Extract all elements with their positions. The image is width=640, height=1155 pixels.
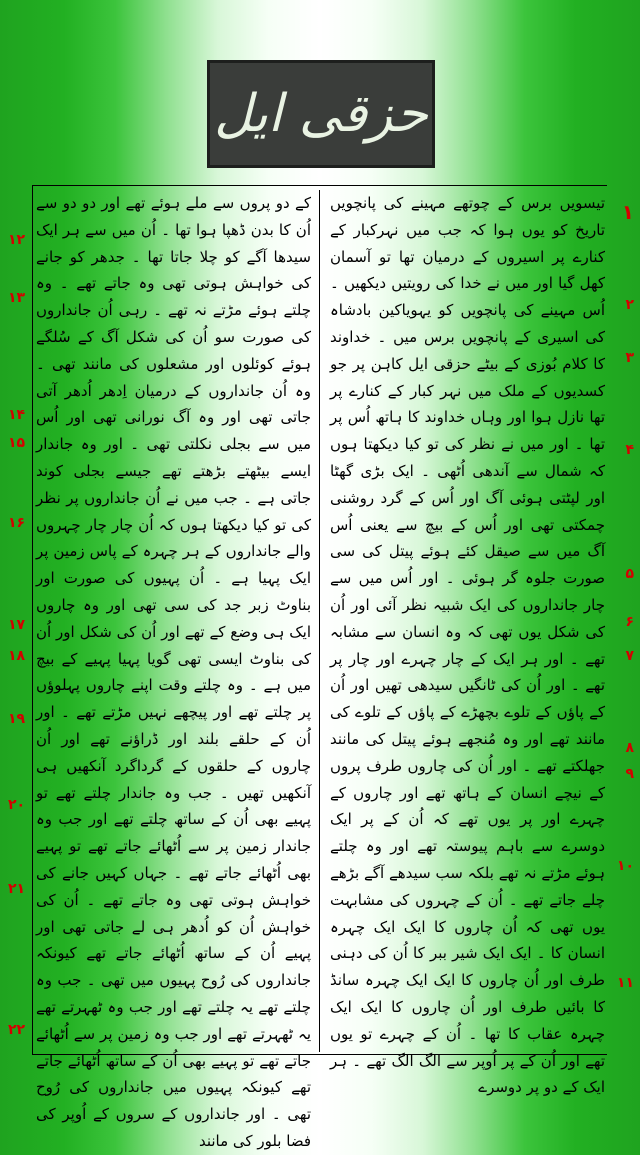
right-column-text: تیسویں برس کے چوتھے مہینے کی پانچویں تاریخ کو یوں ہوا کہ جب میں نہرکبار کے کنارے پر اسیروں کے درمیان تھا تو آسمان کھل گیا اور میں نے خدا کی رویتیں دیکھیں ۔ اُس مہینے کی پانچویں کو یہویاکین بادشاہ کی اسیری کے پانچویں برس میں ۔ خداوند کا کلام بُوزی کے بیٹے حزقی ایل کاہن پر جو کسدیوں کے ملک میں نہر کبار کے کنارے پر تھا نازل ہوا اور وہاں خداوند کا ہاتھ اُس پر تھا ۔ اور میں نے نظر کی تو کیا دیکھتا ہوں کہ شمال سے آندھی اُٹھی ۔ ایک بڑی گھٹا اور لپٹتی ہوئی آگ اور اُس کے گرد روشنی چمکتی تھی اور اُس کے بیچ سے یعنی اُس آگ میں سے صیقل کئے ہوئے پیتل کی سی صورت جلوہ گر ہوئی ۔ اور اُس میں سے چار جانداروں کی ایک شبیہ نظر آئی اور اُن کی شکل یوں تھی کہ وہ انسان سے مشابہ تھے ۔ اور ہر ایک کے چار چہرے اور چار پر تھے ۔ اور اُن کی ٹانگیں سیدھی تھیں اور اُن کے پاؤں کے تلوے بچھڑے کے پاؤں کے تلوے کی مانند تھے اور وہ مُنجھے ہوئے پیتل کی مانند جھلکتے تھے ۔ اور اُن کی چاروں طرف پروں کے نیچے انسان کے ہاتھ تھے اور چاروں کے چہرے اور پر یوں تھے کہ اُن کے پر ایک دوسرے سے باہم پیوستہ تھے اور وہ چلتے ہوئے مڑتے نہ تھے بلکہ سب سیدھے آگے بڑھے چلے جاتے تھے ۔ اُن کے چہروں کی مشابہت یوں تھی کہ اُن چاروں کا ایک ایک چہرہ انسان کا ۔ ایک ایک شیر ببر کا اُن کی دہنی طرف اور اُن چاروں کا ایک ایک چہرہ سانڈ کا بائیں طرف اور اُن چاروں کا ایک ایک چہرہ عقاب کا تھا ۔ اُن کے چہرے تو یوں تھے اور اُن کے پر اُوپر سے الگ الگ تھے ۔ ہر ایک کے دو پر دوسرے <box>330 194 605 1097</box>
right-column <box>330 190 605 1097</box>
verse-number: ۳ <box>625 350 634 366</box>
verse-number: ۱۰ <box>616 858 634 874</box>
verse-number: ۱۱ <box>616 975 634 991</box>
title-banner <box>207 60 435 168</box>
verse-number: ۱۳ <box>8 290 26 306</box>
verse-number: ۱۸ <box>8 648 26 664</box>
verse-number: ۲۲ <box>8 1022 26 1038</box>
verse-number: ۱۹ <box>8 711 26 727</box>
verse-number: ۱۶ <box>8 515 26 531</box>
verse-number: ۵ <box>625 566 634 582</box>
verse-number: ۶ <box>625 614 634 630</box>
verse-number: ۹ <box>625 766 634 782</box>
column-divider <box>319 190 320 1052</box>
verse-number: ۴ <box>625 442 634 458</box>
verse-number: ۲ <box>625 297 634 313</box>
page-title: حزقی ایل <box>214 84 428 144</box>
left-column-text: کے دو پروں سے ملے ہوئے تھے اور دو دو سے اُن کا بدن ڈھپا ہوا تھا ۔ اُن میں سے ہر ایک سیدھا آگے کو چلا جاتا تھا ۔ جدھر کو جانے کی خواہش ہوتی تھی وہ جاتے تھے ۔ وہ چلتے ہوئے مڑتے نہ تھے ۔ رہی اُن جانداروں کی صورت سو اُن کی شکل آگ کے سُلگے ہوئے کوئلوں اور مشعلوں کی مانند تھی ۔ وہ اُن جانداروں کے درمیان اِدھر اُدھر آتی جاتی تھی اور وہ آگ نورانی تھی اور اُس میں سے بجلی نکلتی تھی ۔ اور وہ جاندار ایسے بیٹھتے بڑھتے تھے جیسے بجلی کوند جاتی ہے ۔ جب میں نے اُن جانداروں پر نظر کی تو کیا دیکھتا ہوں کہ اُن چار چار چہروں والے جانداروں کے ہر چہرہ کے پاس زمین پر ایک پہیا ہے ۔ اُن پہیوں کی صورت اور بناوٹ زبر جد کی سی تھی اور وہ چاروں ایک ہی وضع کے تھے اور اُن کی شکل اور اُن کی بناوٹ ایسی تھی گویا پہیا پہیے کے بیچ میں ہے ۔ وہ چلتے وقت اپنے چاروں پہلوؤں پر چلتے تھے اور پیچھے نہیں مڑتے تھے ۔ اور اُن کے حلقے بلند اور ڈراؤنے تھے اور اُن چاروں کے حلقوں کے گرداگرد آنکھیں ہی آنکھیں تھیں ۔ جب وہ جاندار چلتے تھے تو پہیے بھی اُن کے ساتھ چلتے تھے اور جب وہ جاندار زمین پر سے اُٹھائے جاتے تھے تو پہیے بھی اُٹھائے جاتے تھے ۔ جہاں کہیں جانے کی خواہش ہوتی تھی وہ جاتے تھے ۔ اُن کی خواہش اُن کو اُدھر ہی لے جاتی تھی اور پہیے اُن کے ساتھ اُٹھائے جاتے تھے کیونکہ جانداروں کی رُوح پہیوں میں تھی ۔ جب وہ چلتے تھے یہ چلتے تھے اور جب وہ ٹھہرتے تھے یہ ٹھہرتے تھے اور جب وہ زمین پر سے اُٹھائے جاتے تھے تو پہیے بھی اُن کے ساتھ اُٹھائے جاتے تھے کیونکہ پہیوں میں جانداروں کی رُوح تھی ۔ اور جانداروں کے سروں کے اُوپر کی فضا بلور کی مانند <box>36 194 311 1150</box>
chapter-number: ۱ <box>621 200 634 224</box>
left-column <box>36 190 311 1150</box>
verse-number: ۱۷ <box>8 617 26 633</box>
verse-number: ۲۰ <box>8 797 26 813</box>
verse-number: ۸ <box>625 740 634 756</box>
verse-number: ۱۲ <box>8 232 26 248</box>
verse-number: ۲۱ <box>8 881 26 897</box>
verse-number: ۱۵ <box>8 435 26 451</box>
verse-number: ۷ <box>625 648 634 664</box>
verse-number: ۱۴ <box>8 407 26 423</box>
